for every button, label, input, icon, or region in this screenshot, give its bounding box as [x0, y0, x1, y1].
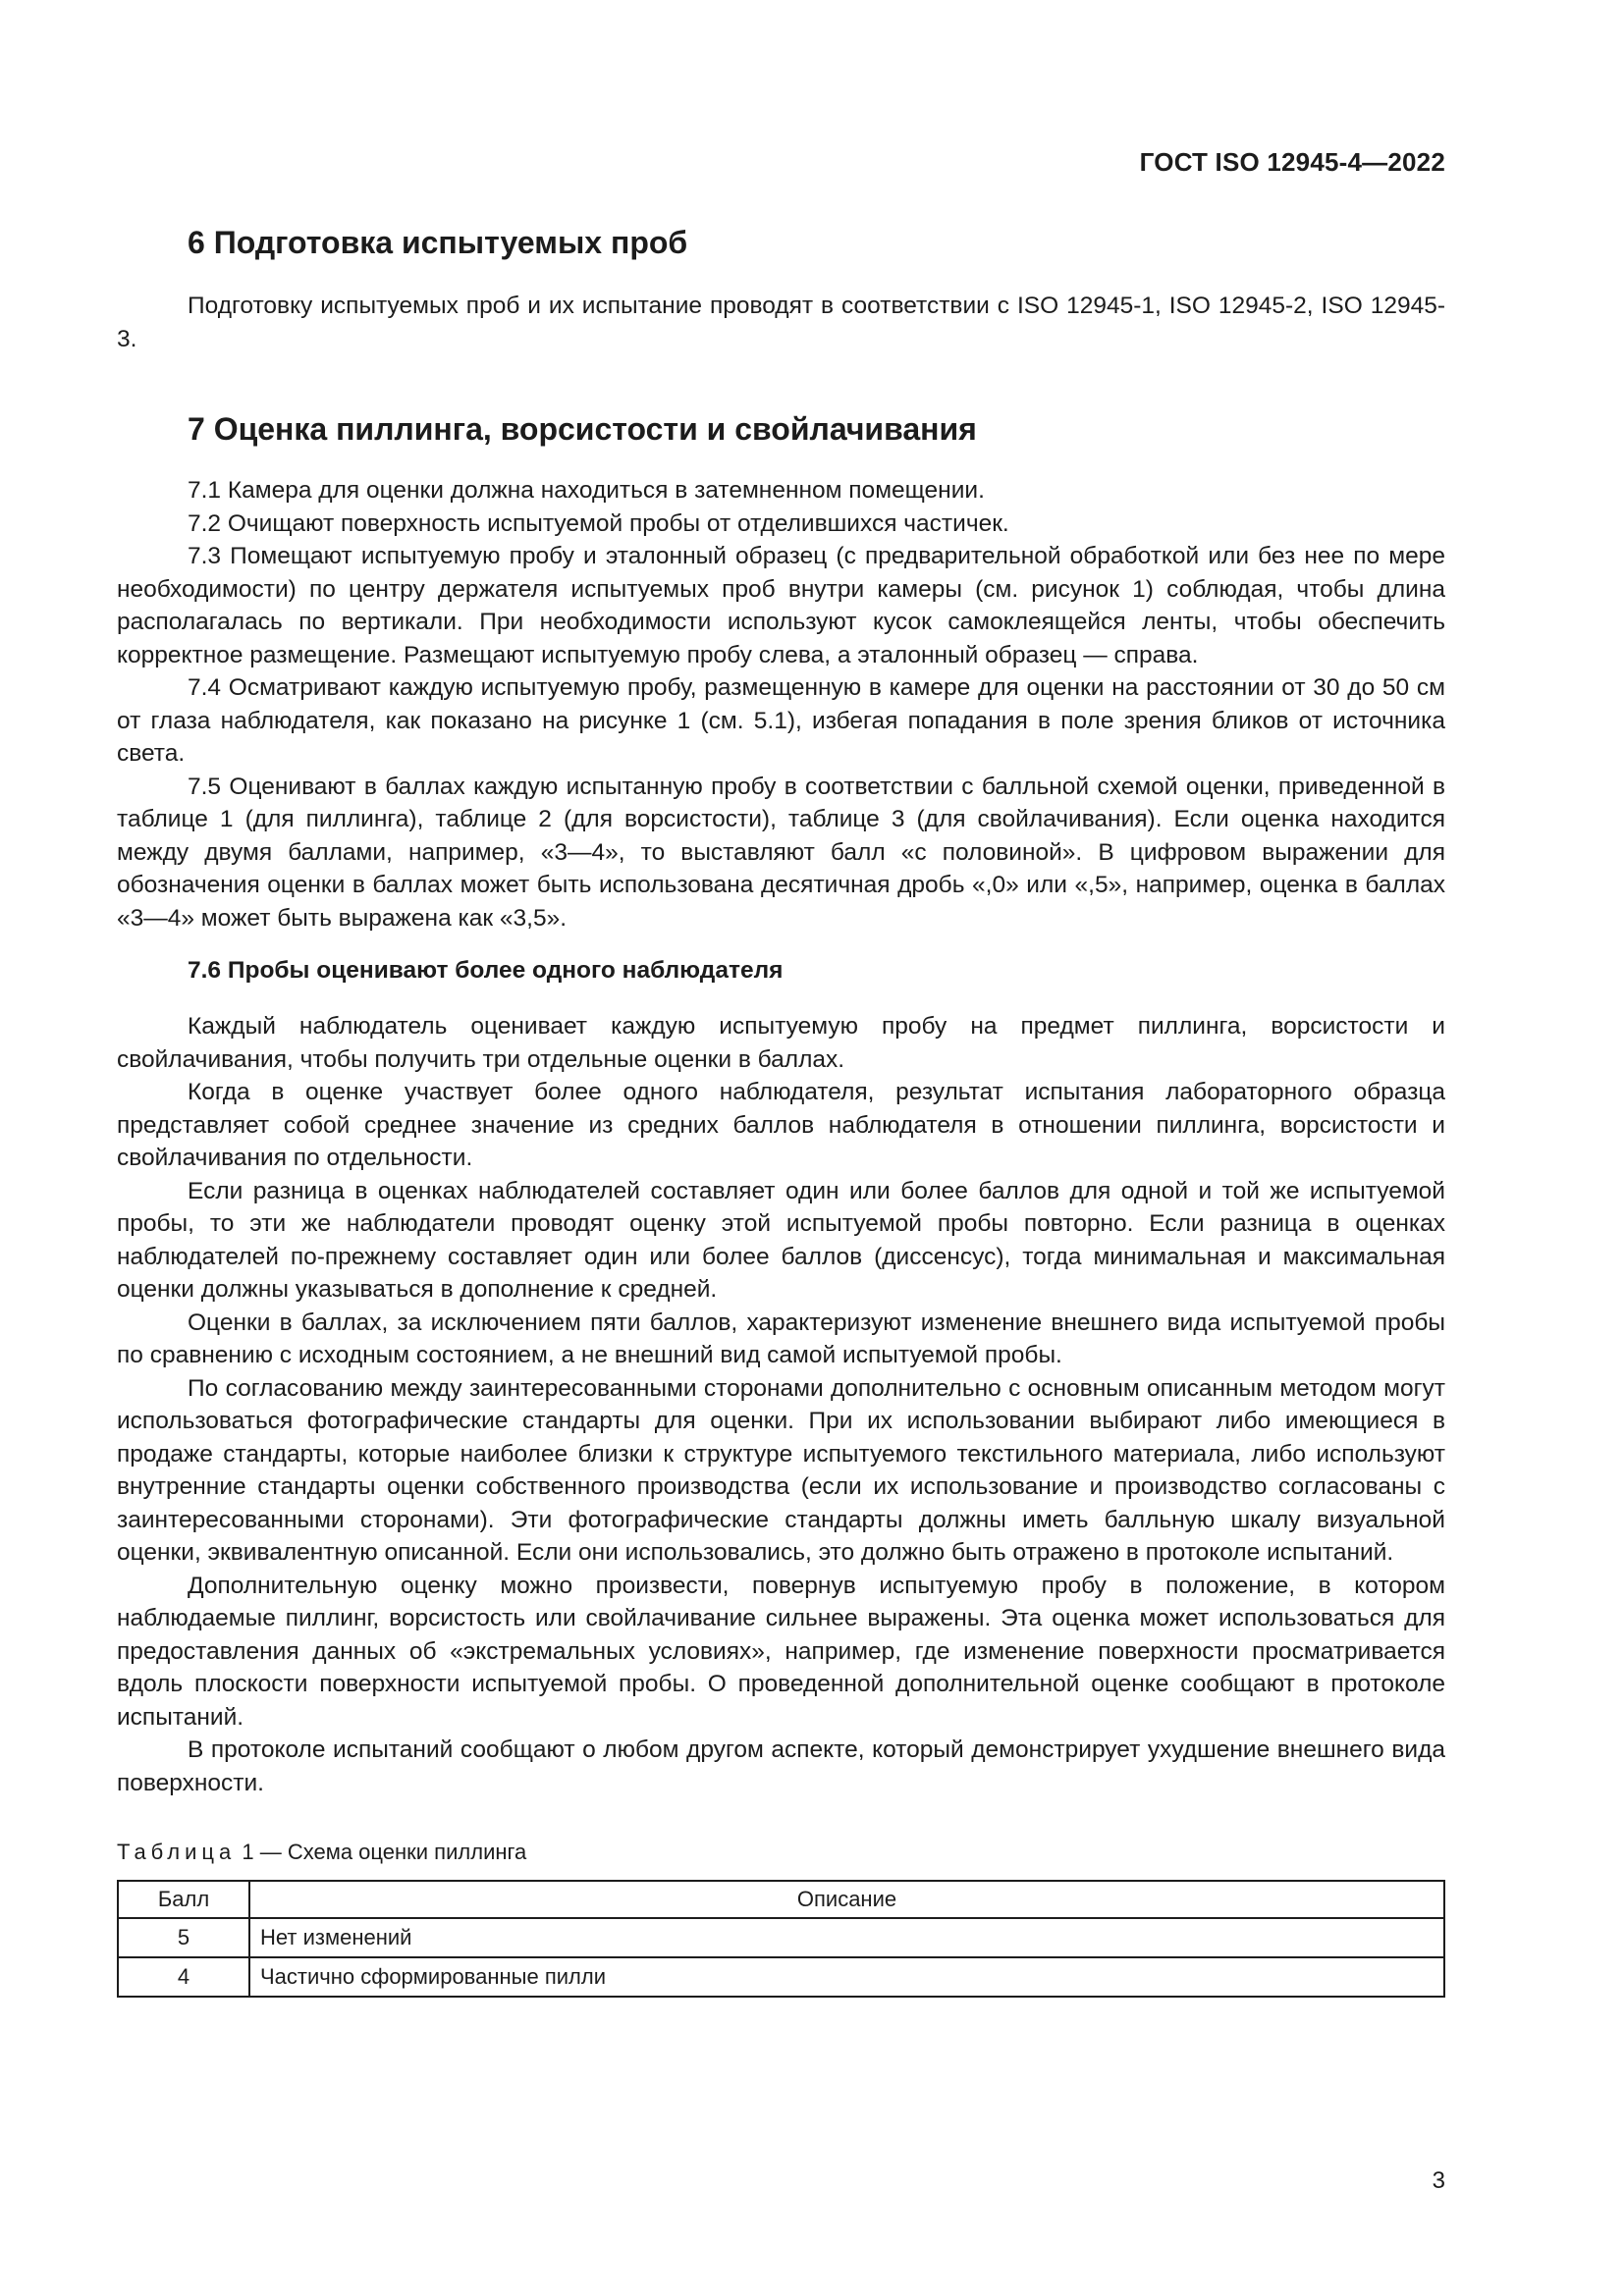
- clause-7-5: 7.5 Оценивают в баллах каждую испытанную пробу в соответствии с балльной схемой оценки, приведенной в таблице 1 (для пиллинга), таблице 2 (для ворсистости), таблице 3 (для свойлачивания). Если оценка находится между двумя баллами, например, «3—4», то выставляют балл «с половиной». В цифровом выражении для обозначения оценки в баллах может быть использована десятичная дробь «,0» или «,5», например, оценка в баллах «3—4» может быть выражена как «3,5».: [117, 773, 1445, 932]
- header-description: Описание: [249, 1881, 1444, 1918]
- clause-7-3: 7.3 Помещают испытуемую пробу и эталонный образец (с предварительной обработкой или без нее по мере необходимости) по центру держателя испытуемых проб внутри камеры (см. рисунок 1) соблюдая, чтобы длина располагалась по вертикали. При необходимости используют кусок самоклеящейся ленты, чтобы обеспечить корректное размещение. Размещают испытуемую пробу слева, а эталонный образец — справа.: [117, 543, 1445, 668]
- table-1-caption: [117, 1839, 1445, 1866]
- clause-7-6-paragraph: Если разница в оценках наблюдателей составляет один или более баллов для одной и той же испытуемой пробы, то эти же наблюдатели проводят оценку этой испытуемой пробы повторно. Если разница в оценках наблюдателей по-прежнему составляет один или более баллов (диссенсус), тогда минимальная и максимальная оценки должны указываться в дополнение к средней.: [117, 1177, 1445, 1303]
- section-7-title: 7 Оценка пиллинга, ворсистости и свойлачивания: [188, 411, 977, 447]
- section-6-paragraph: Подготовку испытуемых проб и их испытание проводят в соответствии с ISO 12945-1, ISO 12945-2, ISO 12945-3.: [117, 293, 1445, 352]
- clause-7-4: 7.4 Осматривают каждую испытуемую пробу, размещенную в камере для оценки на расстоянии от 30 до 50 см от глаза наблюдателя, как показано на рисунке 1 (см. 5.1), избегая попадания в поле зрения бликов от источника света.: [117, 674, 1445, 767]
- clause-7-1: 7.1 Камера для оценки должна находиться в затемненном помещении.: [188, 477, 985, 504]
- pilling-score-table: [117, 1880, 1445, 1998]
- cell-score: 5: [118, 1918, 249, 1957]
- clause-7-6-paragraph: Оценки в баллах, за исключением пяти баллов, характеризуют изменение внешнего вида испытуемой пробы по сравнению с исходным состоянием, а не внешний вид самой испытуемой пробы.: [117, 1308, 1445, 1368]
- clause-7-6-paragraph: По согласованию между заинтересованными сторонами дополнительно с основным описанным методом могут использоваться фотографические стандарты для оценки. При их использовании выбирают либо имеющиеся в продаже стандарты, которые наиболее близки к структуре испытуемого текстильного материала, либо используют внутренние стандарты оценки собственного производства (если их использование и производство согласованы с заинтересованными сторонами). Эти фотографические стандарты должны иметь балльную шкалу визуальной оценки, эквивалентную описанной. Если они использовались, это должно быть отражено в протоколе испытаний.: [117, 1374, 1445, 1566]
- cell-score: 4: [118, 1957, 249, 1997]
- clause-7-6-paragraph: В протоколе испытаний сообщают о любом другом аспекте, который демонстрирует ухудшение внешнего вида поверхности.: [117, 1736, 1445, 1796]
- clause-7-2: 7.2 Очищают поверхность испытуемой пробы от отделившихся частичек.: [188, 509, 1009, 537]
- table-header-row: [118, 1881, 1444, 1918]
- section-6-title: 6 Подготовка испытуемых проб: [188, 225, 688, 260]
- document-code: ГОСТ ISO 12945-4—2022: [1139, 147, 1445, 177]
- page-number: 3: [1432, 2167, 1445, 2194]
- table-caption-label: Таблица: [117, 1840, 237, 1864]
- clause-7-6-title: 7.6 Пробы оценивают более одного наблюдателя: [188, 957, 784, 984]
- page-content: [117, 223, 1445, 1998]
- table-caption-text: 1 — Схема оценки пиллинга: [236, 1840, 527, 1864]
- clause-7-6-paragraph: Дополнительную оценку можно произвести, повернув испытуемую пробу в положение, в котором наблюдаемые пиллинг, ворсистость или свойлачивание сильнее выражены. Эта оценка может использоваться для предоставления данных об «экстремальных условиях», например, где изменение поверхности просматривается вдоль плоскости поверхности испытуемой пробы. О проведенной дополнительной оценке сообщают в протоколе испытаний.: [117, 1572, 1445, 1731]
- cell-description: Частично сформированные пилли: [249, 1957, 1444, 1997]
- cell-description: Нет изменений: [249, 1918, 1444, 1957]
- clause-7-6-paragraph: Когда в оценке участвует более одного наблюдателя, результат испытания лабораторного образца представляет собой среднее значение из средних баллов наблюдателя в отношении пиллинга, ворсистости и свойлачивания по отдельности.: [117, 1079, 1445, 1171]
- clause-7-6-paragraph: Каждый наблюдатель оценивает каждую испытуемую пробу на предмет пиллинга, ворсистости и свойлачивания, чтобы получить три отдельные оценки в баллах.: [117, 1013, 1445, 1073]
- table-row: [118, 1957, 1444, 1997]
- table-row: [118, 1918, 1444, 1957]
- header-score: Балл: [118, 1881, 249, 1918]
